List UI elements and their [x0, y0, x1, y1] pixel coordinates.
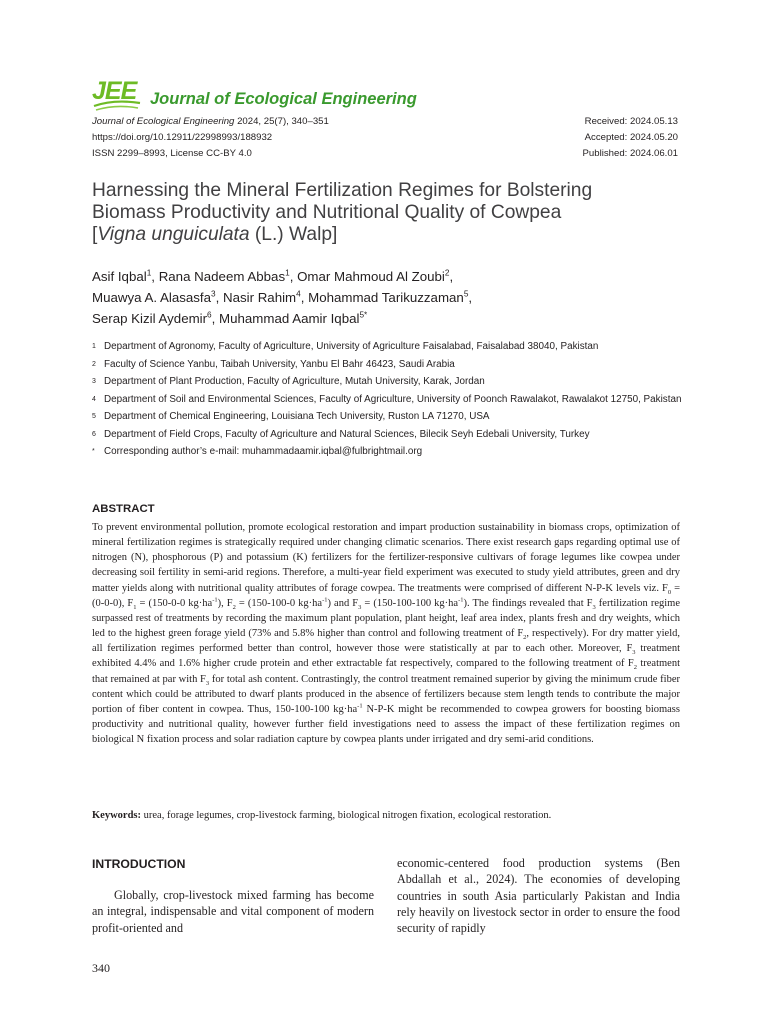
- author-affiliation-mark: 3: [211, 289, 216, 299]
- abstract-text: treatment that remained at par with F: [92, 658, 680, 685]
- subscript: 2: [633, 664, 637, 672]
- affiliation-number: 4: [92, 395, 96, 403]
- subscript: 2: [232, 603, 236, 611]
- author-affiliation-mark: 4: [296, 289, 301, 299]
- affiliation-number: 2: [92, 360, 96, 368]
- abstract-text: fertilization regime surpassed rest of treatments by recording the maximum plant population, plant height, leaf area index, plants fresh and dry weights, which led to the highest green forage yield (73% and 5.8% higher than control and following treatment of F: [92, 597, 680, 640]
- abstract-text: = (150-100-0 kg·ha: [235, 597, 323, 609]
- abstract-text: = (0-0-0), F: [92, 582, 680, 609]
- abstract-text: ) and F: [327, 597, 359, 609]
- author-separator: ,: [300, 290, 309, 305]
- affiliation-item: [92, 340, 682, 353]
- affiliation-text: Department of Chemical Engineering, Louisiana Tech University, Ruston LA 71270, USA: [104, 411, 490, 422]
- introduction-column-1: Globally, crop-livestock mixed farming has become an integral, indispensable and vital component of modern profit-oriented and: [92, 888, 374, 935]
- keywords-text: urea, forage legumes, crop-livestock farming, biological nitrogen fixation, ecological restoration.: [141, 810, 552, 821]
- author-separator: ,: [449, 269, 454, 284]
- subscript: 3: [632, 649, 636, 657]
- affiliation-item: [92, 410, 682, 423]
- received-date: Received: 2024.05.13: [584, 116, 678, 127]
- subscript: 3: [205, 679, 210, 687]
- author: Rana Nadeem Abbas: [158, 269, 286, 284]
- abstract-text: = (150-100-100 kg·ha: [361, 597, 459, 609]
- journal-logo: [92, 78, 417, 112]
- superscript: -1: [357, 702, 363, 710]
- affiliation-text: Faculty of Science Yanbu, Taibah University, Yanbu El Bahr 46423, Saudi Arabia: [104, 358, 455, 370]
- author-separator: ,: [215, 290, 223, 305]
- doi-link[interactable]: https://doi.org/10.12911/22998993/188932: [92, 132, 273, 143]
- author-separator: ,: [468, 290, 473, 305]
- abstract-heading: ABSTRACT: [92, 503, 155, 515]
- author: Serap Kizil Aydemir: [92, 311, 208, 326]
- abstract-text: for total ash content. Contrastingly, the control treatment remained superior by giving the minimum crude fiber content which could be attributed to dwarf plants produced in the absence of fertilizers because stem length tends to contribute the major portion of fiber content in cowpea. Thus, 150-100-100 kg·ha: [92, 673, 680, 715]
- affiliation-item: [92, 393, 682, 406]
- author-affiliation-mark: 5*: [359, 310, 368, 320]
- introduction-column-2: economic-centered food production systems (Ben Abdallah et al., 2024). The economies of developing countries in south Asia particularly Pakistan and India rely heavily on livestock sector in order to ensure the food security of rapidly: [397, 856, 680, 936]
- subscript: 1: [133, 603, 137, 611]
- author: Mohammad Tarikuzzaman: [308, 290, 464, 305]
- author: Muawya A. Alasasfa: [92, 290, 211, 305]
- affiliation-item: [92, 375, 682, 388]
- affiliation-text: Department of Plant Production, Faculty of Agriculture, Mutah University, Karak, Jordan: [104, 376, 485, 387]
- abstract-body: [92, 520, 680, 747]
- abstract-text: , respectively). For dry matter yield, all fertilization regimes performed better than control, however those were statistically at par to each other. Moreover, F: [92, 628, 680, 655]
- subscript: 3: [592, 603, 596, 611]
- introduction-heading: INTRODUCTION: [92, 857, 186, 871]
- subscript: 0: [667, 588, 672, 596]
- author: Asif Iqbal: [92, 269, 147, 284]
- jee-logo-mark: [92, 79, 144, 111]
- title-species: Vigna unguiculata: [97, 224, 250, 245]
- citation-volume: 2024, 25(7), 340–351: [234, 116, 329, 127]
- author-affiliation-mark: 2: [444, 268, 450, 278]
- affiliation-number: 1: [92, 343, 96, 350]
- affiliation-item: [92, 445, 682, 458]
- author: Nasir Rahim: [222, 290, 297, 305]
- abstract-text: ), F: [217, 597, 233, 609]
- abstract-text: To prevent environmental pollution, promote ecological restoration and impart production sustainability in biomass crops, optimization of mineral fertilization regimes is strategically required under changing climatic scenarios. There exist research gaps regarding optimal use of nitrogen (N), phosphorous (P) and potassium (K) fertilizers for the fertilizer-responsive cultivars of forage legumes like cowpea under decreasing soil fertility in semi-arid regions. Therefore, a multi-year field experiment was executed to study yield attributes, green and dry matter yields along with nutritional quality attributes of forage cowpea. The treatments were comprised of different N-P-K levels viz. F: [92, 522, 680, 594]
- author-separator: ,: [151, 269, 159, 284]
- article-title: [92, 180, 692, 246]
- author-affiliation-mark: 5: [463, 289, 469, 299]
- superscript: -1: [212, 596, 218, 604]
- title-line-1: Harnessing the Mineral Fertilization Regimes for Bolstering: [92, 180, 593, 201]
- affiliation-number: 3: [92, 378, 96, 385]
- author-list: [92, 266, 692, 329]
- published-date: Published: 2024.06.01: [582, 148, 678, 159]
- author-affiliation-mark: 1: [146, 268, 152, 278]
- affiliation-item: [92, 358, 682, 371]
- jee-logo-text: JEE: [92, 77, 137, 105]
- accepted-date: Accepted: 2024.05.20: [584, 132, 678, 143]
- affiliation-item: [92, 428, 682, 441]
- corresponding-email[interactable]: Corresponding author’s e-mail: muhammadaamir.iqbal@fulbrightmail.org: [104, 446, 423, 457]
- journal-name: Journal of Ecological Engineering: [150, 89, 417, 108]
- page-number: 340: [92, 961, 110, 975]
- affiliation-number: 5: [92, 413, 96, 420]
- author-affiliation-mark: 6: [207, 310, 212, 320]
- corresponding-author: Muhammad Aamir Iqbal: [219, 311, 360, 326]
- affiliation-number: 6: [92, 430, 96, 438]
- subscript: 3: [358, 603, 362, 611]
- citation-journal: Journal of Ecological Engineering: [92, 116, 235, 127]
- affiliation-number: *: [92, 448, 95, 455]
- abstract-text: treatment exhibited 4.4% and 1.6% higher crude protein and ether extractable fat respectively, compared to the following treatment of F: [92, 643, 680, 670]
- leaf-swoosh-icon: [92, 79, 144, 113]
- issn-license: ISSN 2299–8993, License CC-BY 4.0: [92, 148, 252, 159]
- affiliation-list: [92, 340, 682, 463]
- author: Omar Mahmoud Al Zoubi: [297, 269, 445, 284]
- author-separator: ,: [289, 269, 298, 284]
- superscript: -1: [458, 596, 464, 604]
- abstract-text: ). The findings revealed that F: [463, 597, 593, 609]
- abstract-text: = (150-0-0 kg·ha: [136, 597, 213, 609]
- keywords: [92, 808, 680, 823]
- keywords-label: Keywords:: [92, 810, 141, 821]
- subscript: 2: [523, 634, 527, 642]
- author-separator: ,: [211, 311, 220, 326]
- title-line-3-open: [: [92, 224, 98, 245]
- affiliation-text: Department of Field Crops, Faculty of Agriculture and Natural Sciences, Bilecik Seyh Edebali University, Turkey: [104, 428, 590, 440]
- title-line-2: Biomass Productivity and Nutritional Quality of Cowpea: [92, 202, 562, 223]
- abstract-text: N-P-K might be recommended to cowpea growers for boosting biomass productivity and nutritional quality, however further field investigations need to assess the impact of these fertilization regimes on biological N fixation process and solar radiation capture by cowpea plants under irrigated and dry semi-arid conditions.: [92, 703, 680, 746]
- superscript: -1: [322, 596, 328, 604]
- citation-line: [92, 116, 329, 127]
- author-affiliation-mark: 1: [285, 268, 290, 278]
- affiliation-text: Department of Soil and Environmental Sciences, Faculty of Agriculture, University of Poonch Rawalakot, Rawalakot 12750, Pakistan: [104, 393, 682, 405]
- affiliation-text: Department of Agronomy, Faculty of Agriculture, University of Agriculture Faisalabad, Faisalabad 38040, Pakistan: [104, 341, 599, 352]
- title-line-3-close: (L.) Walp]: [249, 224, 338, 245]
